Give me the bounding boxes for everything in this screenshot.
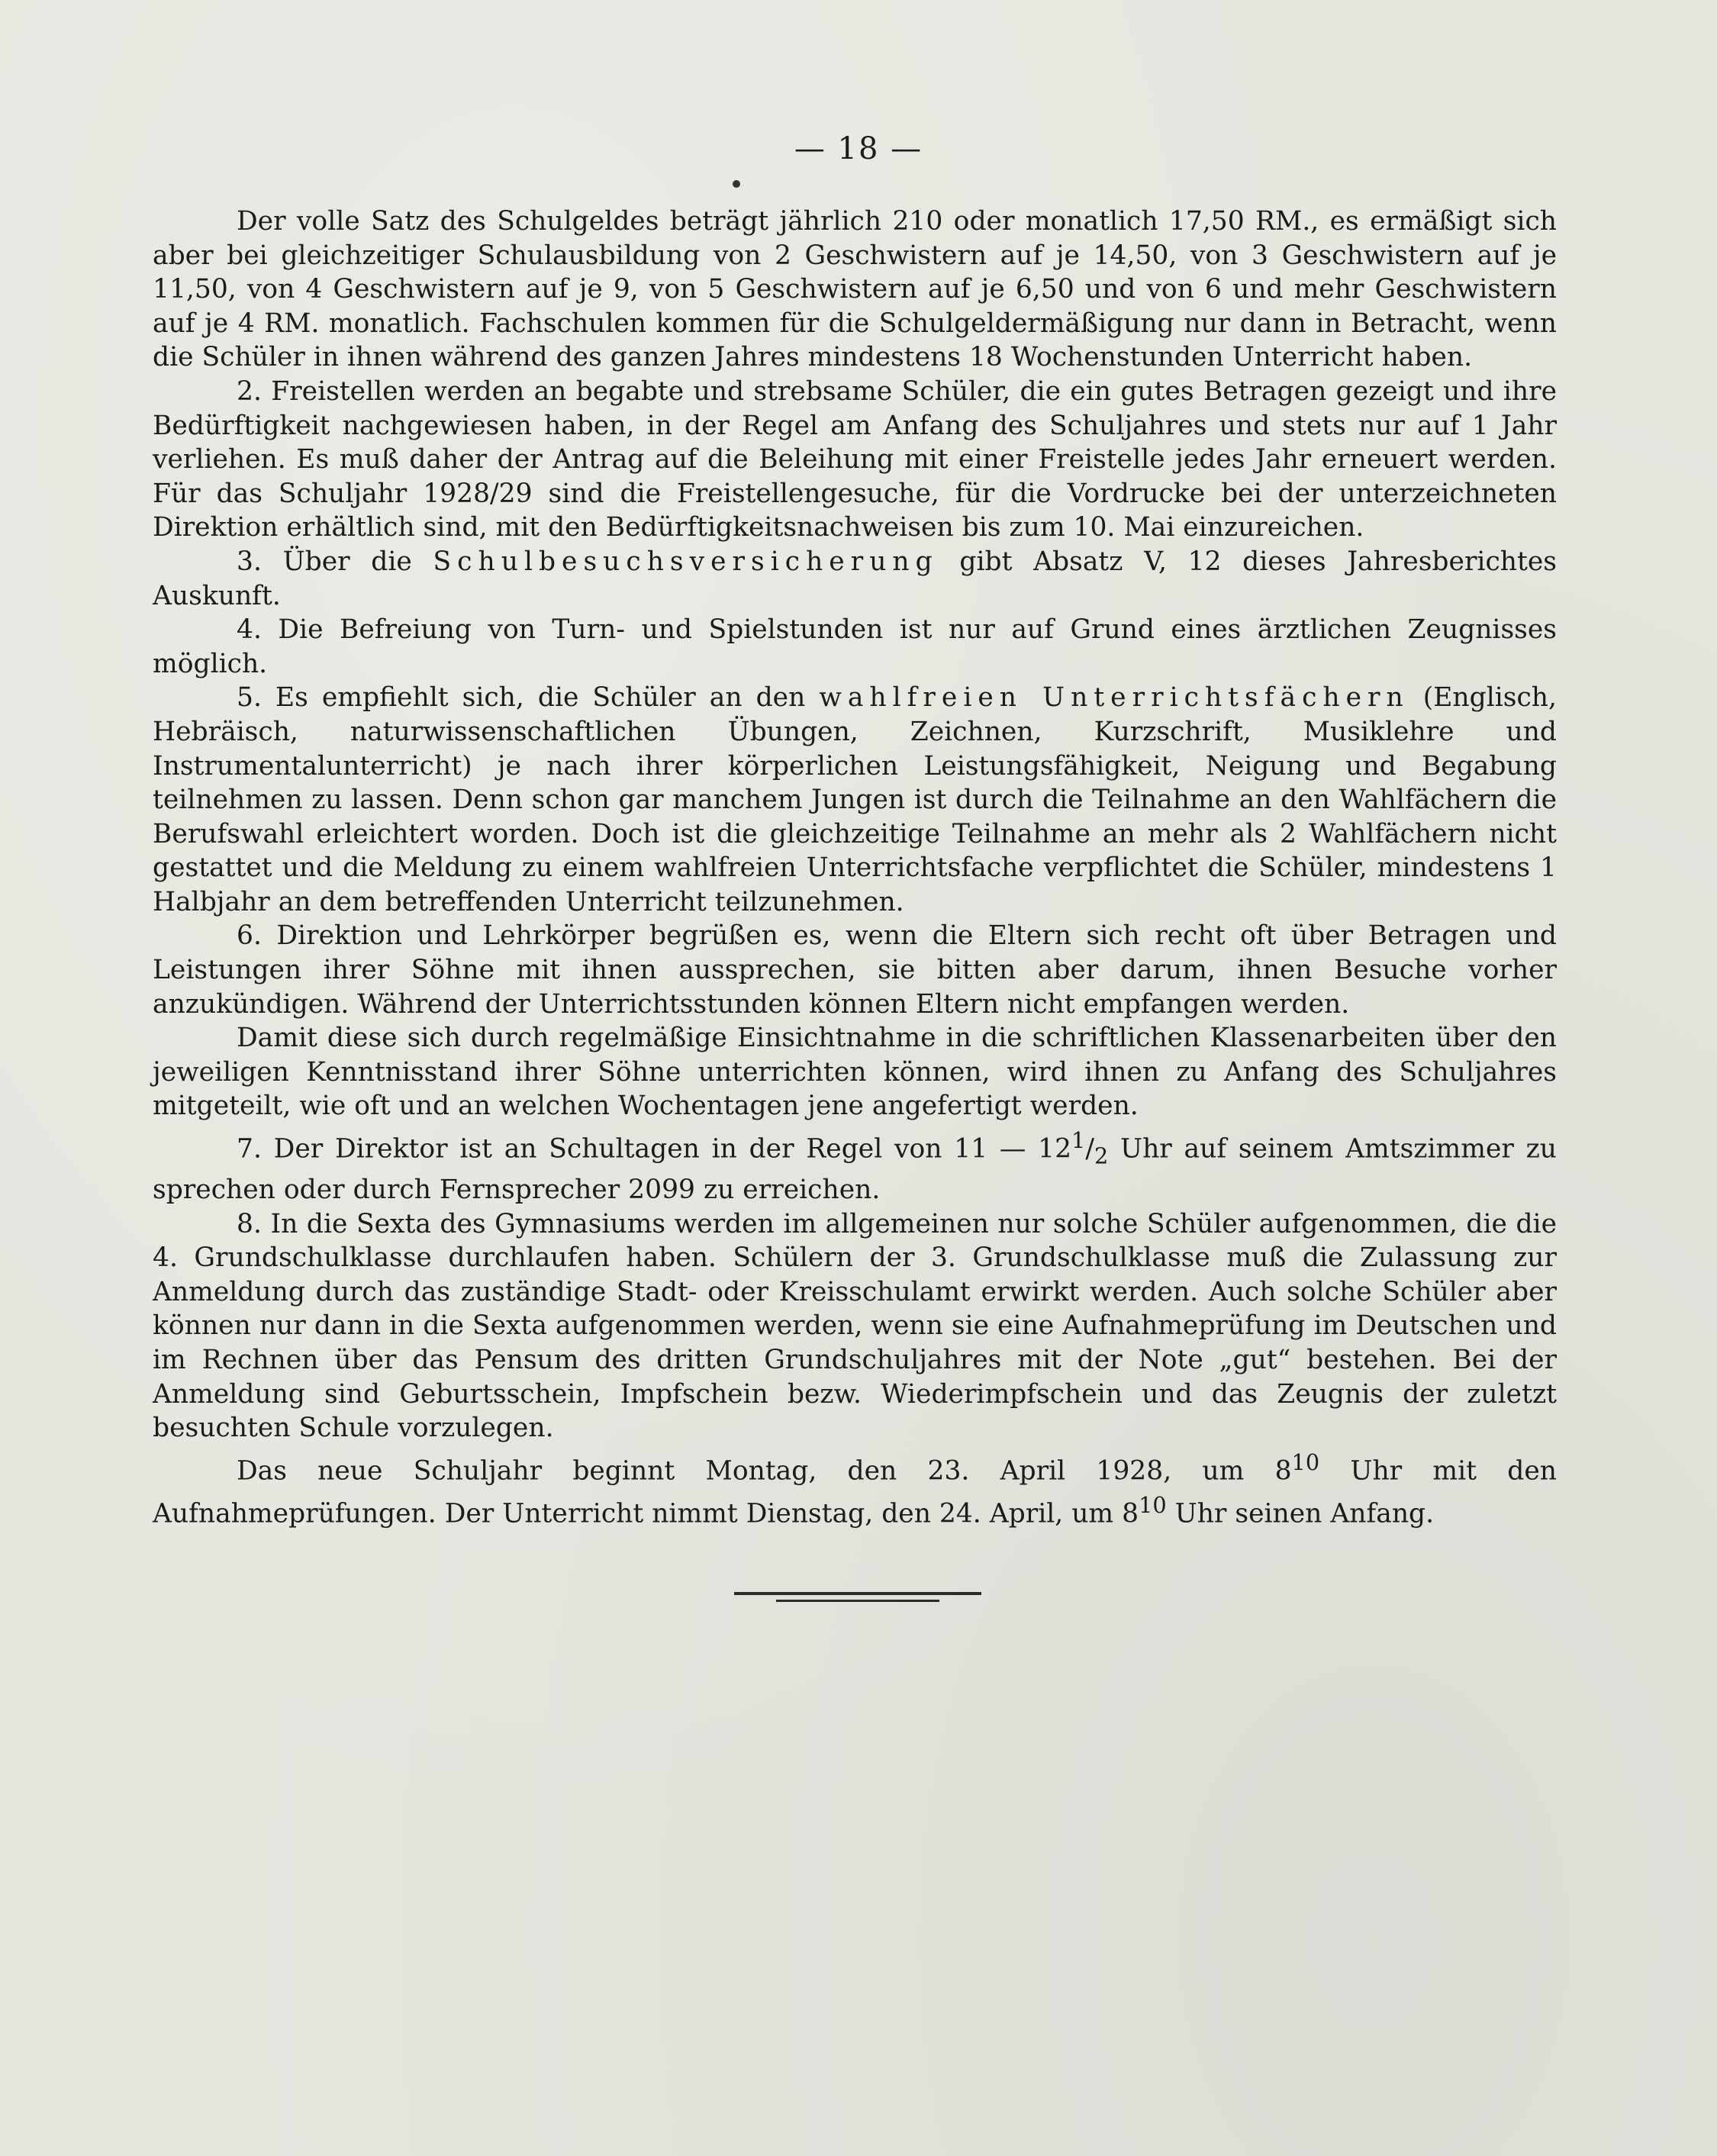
paragraph-schulbesuchsversicherung: 3. Über die Schulbesuchsversicherung gibt Absatz V, 12 dieses Jahresberichtes Auskunft. <box>153 546 1557 611</box>
rule-line <box>776 1600 939 1602</box>
closing-rule <box>734 1592 981 1602</box>
paragraph-schuljahr: Das neue Schuljahr beginnt Montag, den 23. April 1928, um $8^{10}$ Uhr mit den Aufnahmeprüfungen. Der Unterricht nimmt Dienstag, den 24. April, um $8^{10}$ Uhr seinen Anfang. <box>153 1449 1557 1529</box>
paragraph-befreiung: 4. Die Befreiung von Turn- und Spielstunden ist nur auf Grund eines ärztlichen Zeugnisses möglich. <box>153 614 1557 679</box>
spaced-term: wahlfreien Unterrichtsfächern <box>819 682 1409 714</box>
rule-line <box>734 1592 981 1595</box>
body-text <box>153 205 1557 1531</box>
page-number: — 18 — <box>794 131 923 166</box>
paragraph-wahlfaecher: 5. Es empfiehlt sich, die Schüler an den wahlfreien Unterrichtsfächern (Englisch, Hebräisch, naturwissenschaftlichen Übungen, Zeichnen, Kurzschrift, Musiklehre und Instrumentalunterricht) je nach ihrer körperlichen Leistungsfähigkeit, Neigung und Begabung teilnehmen zu lassen. Denn schon gar manchem Jungen ist durch die Teilnahme an den Wahlfächern die Berufswahl erleichtert worden. Doch ist die gleichzeitige Teilnahme an mehr als 2 Wahlfächern nicht gestattet und die Meldung zu einem wahlfreien Unterrichtsfache verpflichtet die Schüler, mindestens 1 Halbjahr an dem betreffenden Unterricht teilzunehmen. <box>153 682 1557 917</box>
paragraph-sexta: 8. In die Sexta des Gymnasiums werden im allgemeinen nur solche Schüler aufgenommen, die die 4. Grundschulklasse durchlaufen haben. Schülern der 3. Grundschulklasse muß die Zulassung zur Anmeldung durch das zuständige Stadt- oder Kreisschulamt erwirkt werden. Auch solche Schüler aber können nur dann in die Sexta aufgenommen werden, wenn sie eine Aufnahmeprüfung im Deutschen und im Rechnen über das Pensum des dritten Grundschuljahres mit der Note „gut“ bestehen. Bei der Anmeldung sind Geburtsschein, Impfschein bezw. Wiederimpfschein und das Zeugnis der zuletzt besuchten Schule vorzulegen. <box>153 1208 1557 1444</box>
paragraph-school-fees: Der volle Satz des Schulgeldes beträgt jährlich 210 oder monatlich 17,50 RM., es ermäßigt sich aber bei gleichzeitiger Schulausbildung von 2 Geschwistern auf je 14,50, von 3 Geschwistern auf je 11,50, von 4 Geschwistern auf je 9, von 5 Geschwistern auf je 6,50 und von 6 und mehr Geschwistern auf je 4 RM. monatlich. Fachschulen kommen für die Schulgeldermäßigung nur dann in Betracht, wenn die Schüler in ihnen während des ganzen Jahres mindestens 18 Wochenstunden Unterricht haben. <box>153 206 1557 373</box>
paragraph-klassenarbeiten: Damit diese sich durch regelmäßige Einsichtnahme in die schriftlichen Klassenarbeiten über den jeweiligen Kenntnisstand ihrer Söhne unterrichten können, wird ihnen zu Anfang des Schuljahres mitgeteilt, wie oft und an welchen Wochentagen jene angefertigt werden. <box>153 1023 1557 1122</box>
spaced-term: Schulbesuchsversicherung <box>433 546 939 577</box>
printing-speck <box>733 180 740 188</box>
paragraph-freistellen: 2. Freistellen werden an begabte und strebsame Schüler, die ein gutes Betragen gezeigt und ihre Bedürftigkeit nachgewiesen haben, in der Regel am Anfang des Schuljahres und stets nur auf 1 Jahr verliehen. Es muß daher der Antrag auf die Beleihung mit einer Freistelle jedes Jahr erneuert werden. Für das Schuljahr 1928/29 sind die Freistellengesuche, für die Vordrucke bei der unterzeichneten Direktion erhältlich sind, mit den Bedürftigkeitsnachweisen bis zum 10. Mai einzureichen. <box>153 375 1557 543</box>
paragraph-eltern: 6. Direktion und Lehrkörper begrüßen es, wenn die Eltern sich recht oft über Betragen und Leistungen ihrer Söhne mit ihnen aussprechen, sie bitten aber darum, ihnen Besuche vorher anzukündigen. Während der Unterrichtsstunden können Eltern nicht empfangen werden. <box>153 920 1557 1020</box>
paragraph-direktor: 7. Der Direktor ist an Schultagen in der Regel von 11 — $12^1/_2$ Uhr auf seinem Amtszimmer zu sprechen oder durch Fernsprecher 2099 zu erreichen. <box>153 1127 1558 1206</box>
